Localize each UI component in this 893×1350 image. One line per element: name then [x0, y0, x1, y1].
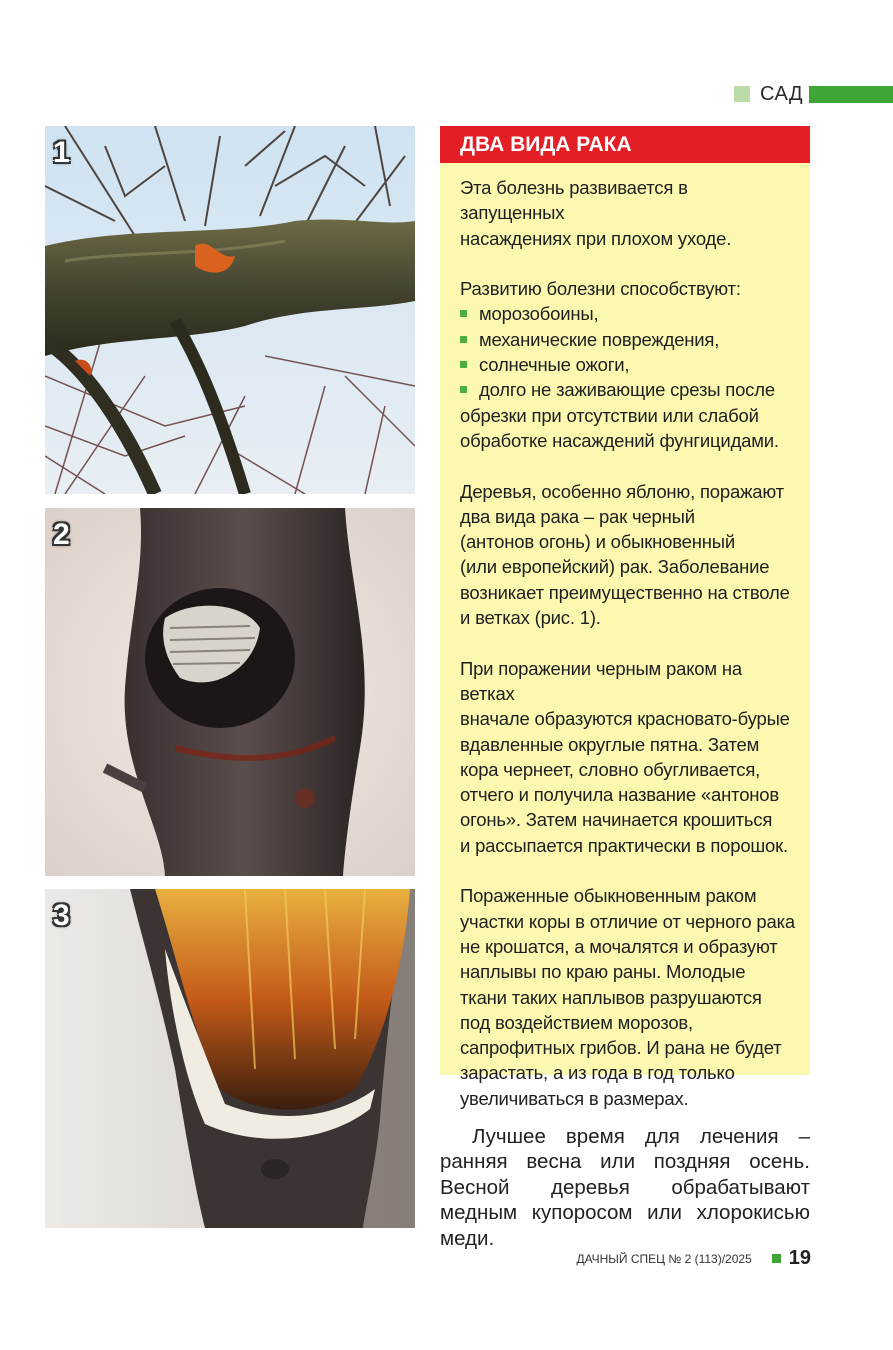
info-box-title: ДВА ВИДА РАКА	[440, 126, 810, 163]
factor-item	[460, 301, 796, 326]
paragraph-line: зарастать, а из года в год только	[460, 1062, 735, 1084]
paragraph-line: не крошатся, а мочалятся и образуют	[460, 935, 778, 957]
paragraph-line: кора чернеет, словно обугливается,	[460, 758, 761, 780]
intro-line: Эта болезнь развивается в запущенных	[460, 177, 688, 224]
section-accent-bar	[809, 86, 893, 103]
factor-item	[460, 327, 796, 352]
closing-paragraph: Лучшее время для лечения – ранняя весна или поздняя осень. Весной деревья обрабатывают медным купоросом или хлорокисью меди.	[440, 1124, 810, 1250]
photo-3	[45, 889, 415, 1228]
paragraph-line: ткани таких наплывов разрушаются	[460, 986, 762, 1008]
photo-2-number: 2	[53, 518, 70, 551]
paragraph-line: два вида рака – рак черный	[460, 505, 695, 527]
magazine-issue: ДАЧНЫЙ СПЕЦ № 2 (113)/2025	[576, 1251, 752, 1266]
factor-text: морозобоины,	[479, 303, 599, 325]
photo-1-image	[45, 126, 415, 494]
photo-2-image	[45, 508, 415, 876]
bullet-icon	[460, 310, 467, 317]
photo-2	[45, 508, 415, 876]
factor-item	[460, 352, 796, 377]
paragraph-line: участки коры в отличие от черного рака	[460, 910, 795, 932]
factor-text-cont: обработке насаждений фунгицидами.	[460, 429, 779, 451]
paragraph-line: и рассыпается практически в порошок.	[460, 834, 788, 856]
paragraph-line: увеличиваться в размерах.	[460, 1087, 689, 1109]
paragraph-line: Деревья, особенно яблоню, поражают	[460, 480, 784, 502]
section-tag	[734, 84, 803, 104]
paragraph-line: (антонов огонь) и обыкновенный	[460, 531, 735, 553]
paragraph-line: возникает преимущественно на стволе	[460, 581, 790, 603]
paragraph-line: вдавленные округлые пятна. Затем	[460, 733, 760, 755]
paragraph-line: вначале образуются красновато-бурые	[460, 708, 790, 730]
intro-line: насаждениях при плохом уходе.	[460, 227, 732, 249]
bullet-icon	[460, 386, 467, 393]
photo-3-number: 3	[53, 899, 70, 932]
bullet-icon	[460, 361, 467, 368]
factor-text-cont: обрезки при отсутствии или слабой	[460, 404, 759, 426]
footer-square	[772, 1254, 781, 1263]
photo-3-image	[45, 889, 415, 1228]
factor-text: солнечные ожоги,	[479, 354, 630, 376]
page-number: 19	[788, 1247, 811, 1269]
bullet-icon	[460, 336, 467, 343]
paragraph-line: При поражении черным раком на ветках	[460, 657, 742, 704]
photo-1	[45, 126, 415, 494]
factor-item	[460, 377, 796, 402]
paragraph-line: огонь». Затем начинается крошиться	[460, 809, 773, 831]
page-footer	[576, 1247, 811, 1270]
paragraph-line: отчего и получила название «антонов	[460, 784, 780, 806]
factor-text: долго не заживающие срезы после	[479, 379, 775, 401]
factors-heading: Развитию болезни способствуют:	[460, 278, 741, 300]
paragraph-line: и ветках (рис. 1).	[460, 607, 601, 629]
paragraph-line: наплывы по краю раны. Молодые	[460, 961, 746, 983]
factor-text: механические повреждения,	[479, 328, 720, 350]
section-label: САД	[760, 82, 804, 105]
info-box	[440, 163, 810, 1109]
section-tag-square	[734, 86, 750, 102]
paragraph-line: Пораженные обыкновенным раком	[460, 885, 757, 907]
paragraph-line: сапрофитных грибов. И рана не будет	[460, 1037, 782, 1059]
photo-1-number: 1	[53, 136, 70, 169]
paragraph-line: под воздействием морозов,	[460, 1011, 693, 1033]
paragraph-line: (или европейский) рак. Заболевание	[460, 556, 770, 578]
